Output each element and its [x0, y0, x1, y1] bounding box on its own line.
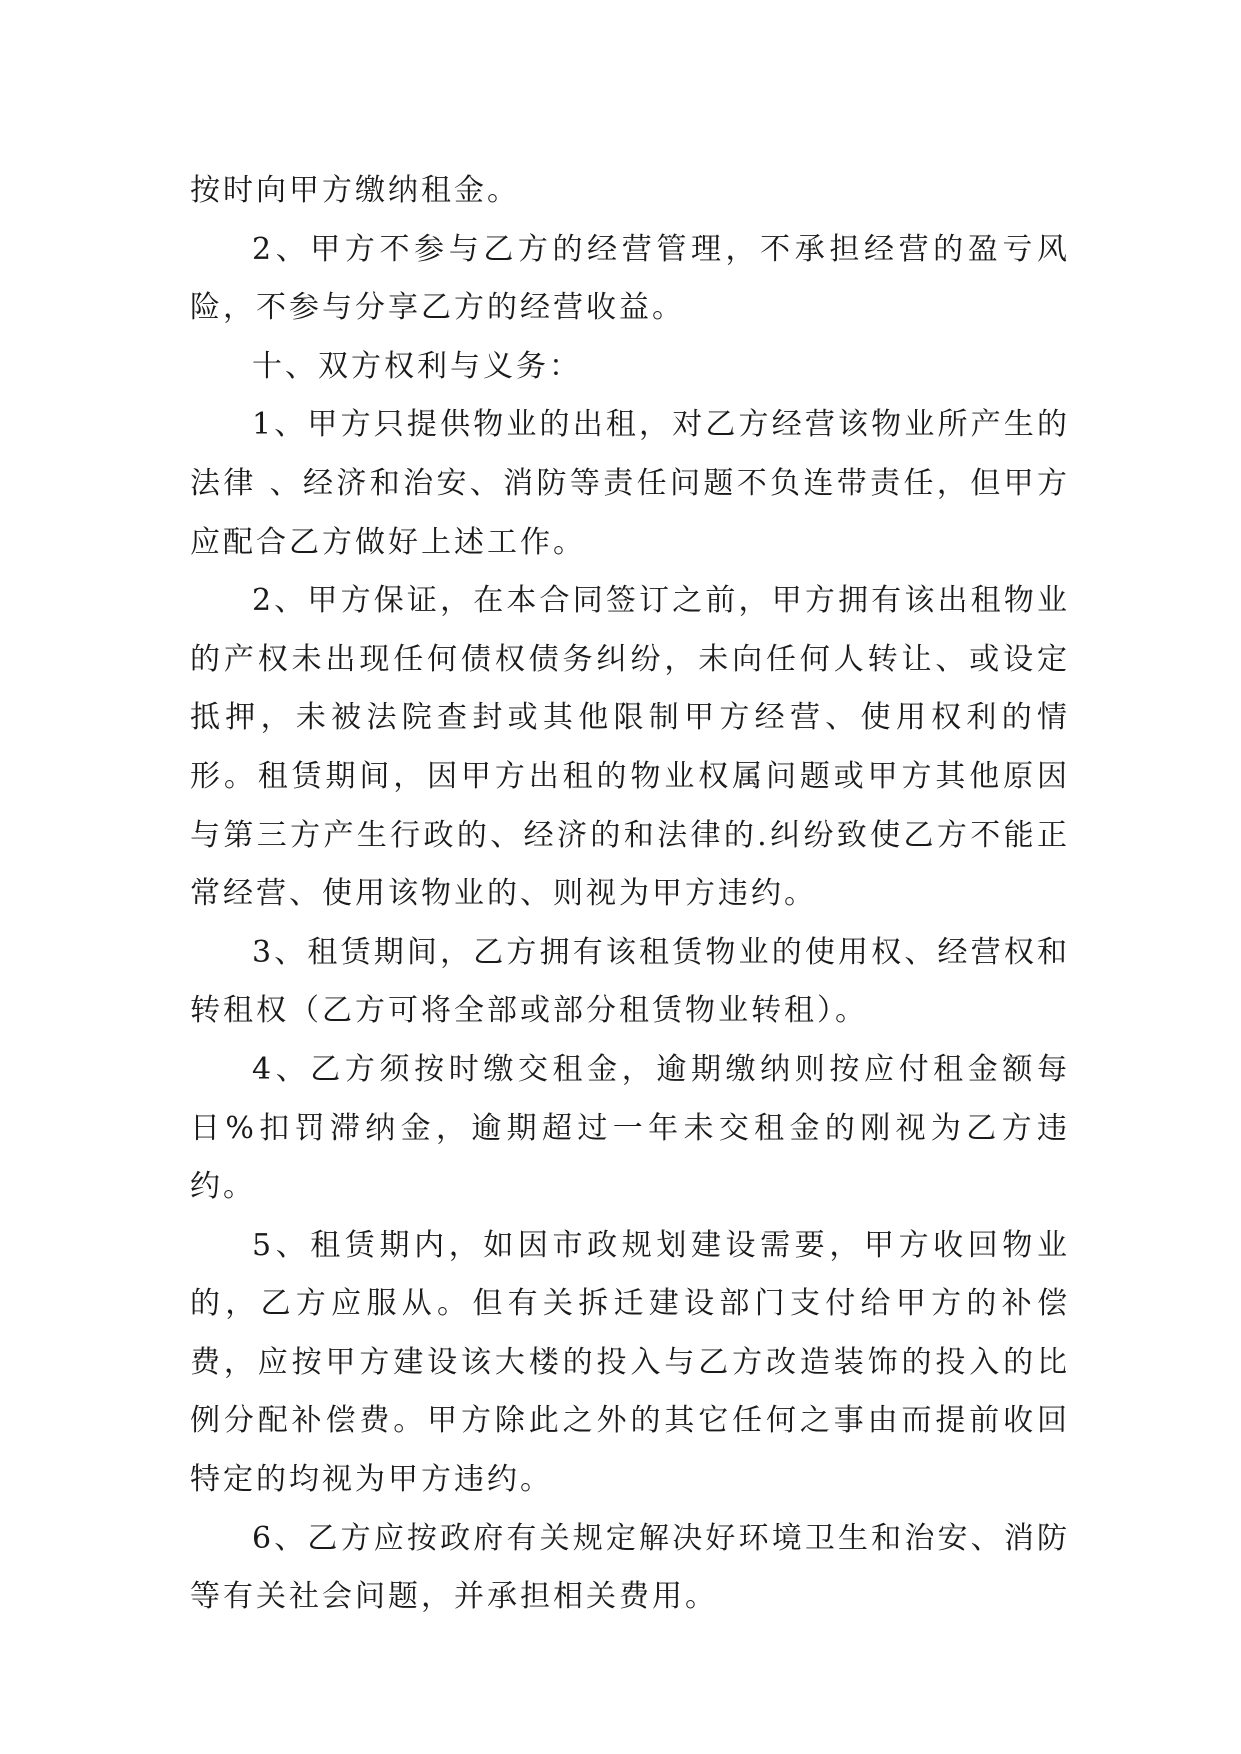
document-body [190, 162, 1070, 1627]
paragraph-clause-2-management: 2、甲方不参与乙方的经营管理，不承担经营的盈亏风险，不参与分享乙方的经营收益。 [190, 231, 1070, 326]
paragraph-clause-3: 3、租赁期间，乙方拥有该租赁物业的使用权、经营权和转租权（乙方可将全部或部分租赁物业转租）。 [190, 934, 1070, 1029]
paragraph-continuation: 按时向甲方缴纳租金。 [190, 173, 520, 208]
paragraph-clause-1: 1、甲方只提供物业的出租，对乙方经营该物业所产生的法律 、经济和治安、消防等责任问题不负连带责任，但甲方应配合乙方做好上述工作。 [190, 407, 1070, 560]
paragraph-clause-6: 6、乙方应按政府有关规定解决好环境卫生和治安、消防等有关社会问题，并承担相关费用。 [190, 1520, 1070, 1615]
paragraph-clause-4: 4、乙方须按时缴交租金，逾期缴纳则按应付租金额每日%扣罚滞纳金，逾期超过一年未交租金的刚视为乙方违约。 [190, 1051, 1070, 1205]
paragraph-clause-2: 2、甲方保证，在本合同签订之前，甲方拥有该出租物业的产权未出现任何债权债务纠纷，未向任何人转让、或设定抵押，未被法院查封或其他限制甲方经营、使用权利的情形。租赁期间，因甲方出租的物业权属问题或甲方其他原因与第三方产生行政的、经济的和法律的.纠纷致使乙方不能正常经营、使用该物业的、则视为甲方违约。 [190, 583, 1070, 912]
paragraph-clause-5: 5、租赁期内，如因市政规划建设需要，甲方收回物业的，乙方应服从。但有关拆迁建设部门支付给甲方的补偿费，应按甲方建设该大楼的投入与乙方改造装饰的投入的比例分配补偿费。甲方除此之外的其它任何之事由而提前收回特定的均视为甲方违约。 [190, 1227, 1070, 1498]
section-heading-rights-obligations: 十、双方权利与义务： [252, 348, 582, 384]
